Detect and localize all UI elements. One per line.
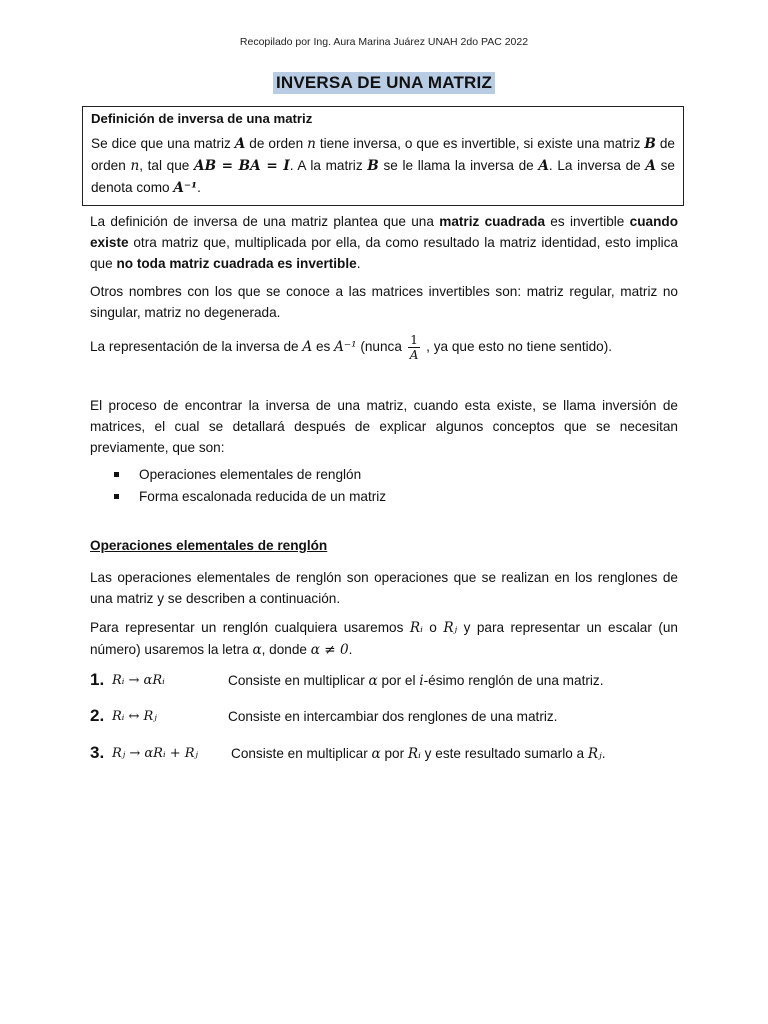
math-matrix-a: A [234, 136, 246, 152]
math-equation: AB = BA = I [194, 158, 290, 174]
text: -ésimo renglón de una matriz. [423, 673, 604, 688]
list-item [114, 486, 386, 508]
definition-title: Definición de inversa de una matriz [91, 111, 313, 126]
list-item-text: Operaciones elementales de renglón [139, 467, 362, 482]
text: es [312, 339, 335, 355]
operation-number: 2. [90, 706, 105, 725]
math-alpha: α [368, 673, 378, 689]
math-ri: Rᵢ [409, 620, 423, 636]
operation-description [228, 709, 557, 724]
math-matrix-b: B [367, 158, 379, 174]
text: (nunca [356, 339, 406, 355]
def-text: de orden [91, 136, 675, 173]
operation-expression: Rᵢ → αRᵢ [112, 673, 165, 688]
operation-description [228, 673, 603, 689]
bold-text: matriz cuadrada [439, 214, 546, 229]
text: Consiste en intercambiar dos renglones de una matriz. [228, 709, 558, 724]
operation-number: 3. [90, 743, 105, 762]
paragraph-notation [90, 617, 678, 661]
def-text: . A la matriz [289, 158, 368, 173]
text: . [601, 746, 606, 761]
section-heading: Operaciones elementales de renglón [90, 538, 328, 553]
operation-2 [90, 706, 690, 732]
text: y este resultado sumarlo a [420, 746, 588, 761]
math-rj: Rⱼ [443, 620, 458, 636]
def-text: , tal que [139, 158, 195, 173]
page-title: INVERSA DE UNA MATRIZ [273, 72, 495, 94]
text: o [422, 620, 444, 635]
definition-body [91, 133, 675, 199]
def-text: . La inversa de [548, 158, 646, 173]
math-condition: α ≠ 0 [310, 642, 349, 658]
text: Consiste en multiplicar [228, 673, 369, 688]
math-rj: Rⱼ [587, 746, 602, 762]
math-inverse: A⁻¹ [334, 339, 357, 356]
text: Consiste en multiplicar [231, 746, 372, 761]
paragraph-other-names: Otros nombres con los que se conoce a las matrices invertibles son: matriz regular, matriz no singular, matriz no degenerada. [90, 284, 678, 320]
math-alpha: α [371, 746, 381, 762]
math-alpha: α [252, 642, 262, 658]
operation-expression: Rᵢ ↔ Rⱼ [112, 709, 157, 724]
operation-expression: Rⱼ → αRᵢ + Rⱼ [112, 746, 198, 761]
text: . [348, 642, 353, 657]
text: por [380, 746, 408, 761]
def-text: Se dice que una matriz [91, 136, 235, 151]
math-inverse: A⁻¹ [173, 180, 198, 196]
page-header: Recopilado por Ing. Aura Marina Juárez UNAH 2do PAC 2022 [239, 36, 529, 48]
concepts-list [114, 464, 386, 508]
text: Para representar un renglón cualquiera usaremos [90, 620, 410, 635]
math-ri: Rᵢ [407, 746, 421, 762]
list-item-text: Forma escalonada reducida de un matriz [139, 489, 387, 504]
paragraph-definition-explained [90, 211, 678, 274]
def-text: de orden [245, 136, 308, 151]
text: La representación de la inversa de [90, 339, 303, 355]
title-container [0, 72, 768, 94]
bold-text: no toda matriz cuadrada es invertible [116, 256, 357, 271]
text: por el [377, 673, 420, 688]
def-text: se denota como [91, 158, 675, 195]
text: , ya que esto no tiene sentido). [422, 339, 613, 355]
paragraph-row-operations: Las operaciones elementales de renglón son operaciones que se realizan en los renglones de una matriz y se describen a continuación. [90, 570, 678, 606]
text: , donde [261, 642, 311, 657]
text: otra matriz que, multiplicada por ella, da como resultado la matriz identidad, esto implica que [90, 235, 678, 271]
fraction-one-over-a [408, 333, 421, 362]
text: La definición de inversa de una matriz plantea que una [90, 214, 440, 229]
def-text: . [197, 180, 201, 195]
text: . [356, 256, 361, 271]
paragraph-representation [90, 333, 678, 362]
list-item [114, 464, 386, 486]
operation-3 [90, 743, 690, 769]
bold-text: cuando existe [90, 214, 679, 250]
math-matrix-a: A [645, 158, 656, 174]
operation-number: 1. [90, 670, 105, 689]
bullet-square-icon [114, 494, 119, 499]
math-n: n [130, 158, 140, 174]
definition-box [82, 106, 684, 206]
math-matrix-a: A [538, 158, 549, 174]
operation-1 [90, 670, 690, 696]
math-i: i [419, 673, 424, 689]
def-text: se le llama la inversa de [378, 158, 539, 173]
math-n: n [307, 136, 316, 152]
text: es invertible [545, 214, 630, 229]
text: y para representar un escalar (un número) usaremos la letra [90, 620, 678, 657]
paragraph-inversion-process: El proceso de encontrar la inversa de una matriz, cuando esta existe, se llama inversión de matrices, el cual se detallará después de explicar algunos conceptos que se necesitan previamente, que son: [90, 398, 678, 455]
fraction-numerator: 1 [408, 333, 421, 348]
fraction-denominator: A [409, 348, 419, 362]
bullet-square-icon [114, 472, 119, 477]
math-a: A [302, 339, 313, 356]
math-matrix-b: B [644, 136, 656, 152]
operation-description [231, 746, 606, 762]
def-text: tiene inversa, o que es invertible, si existe una matriz [315, 136, 645, 151]
